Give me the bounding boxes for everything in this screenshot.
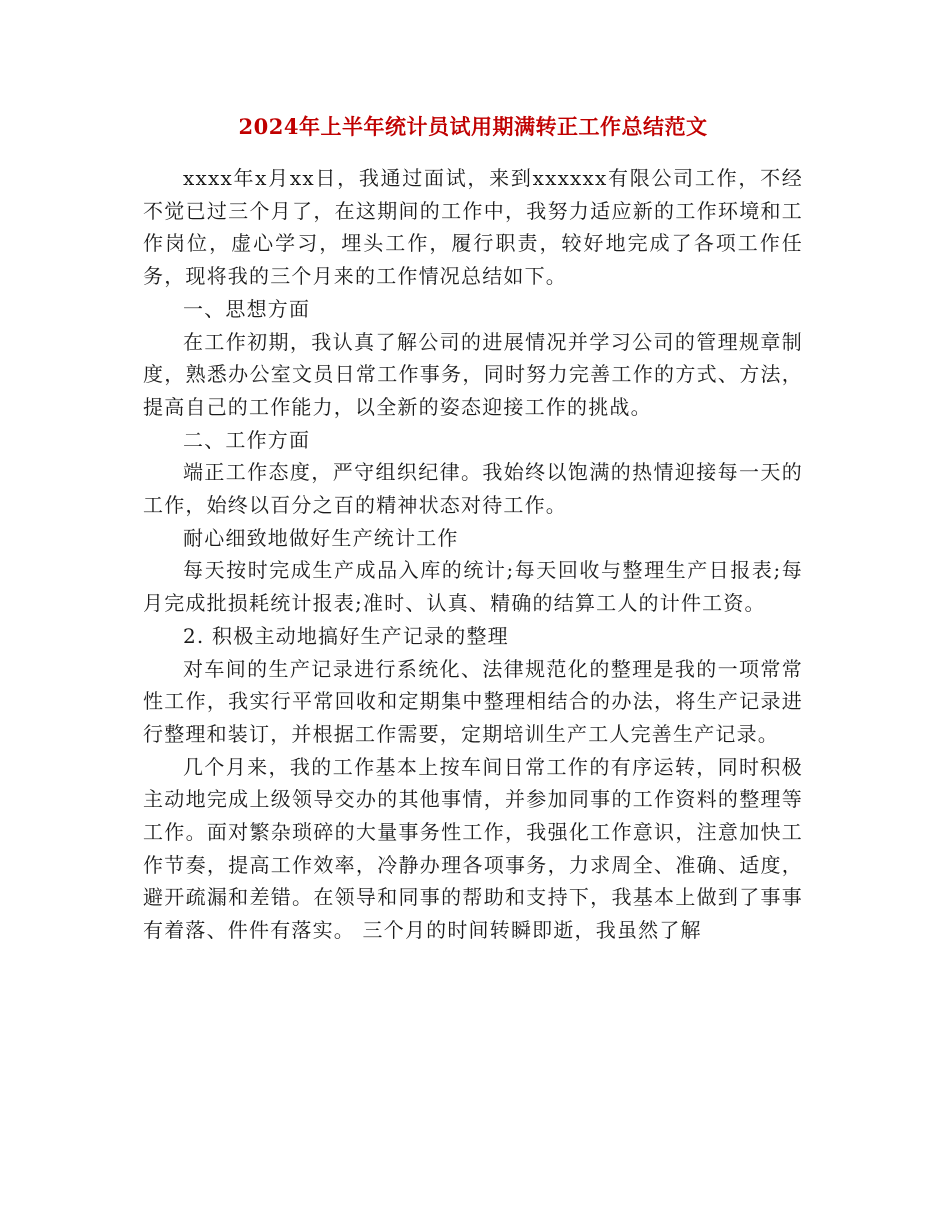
document-page [143,112,803,947]
paragraph-thought: 在工作初期，我认真了解公司的进展情况并学习公司的管理规章制度，熟悉办公室文员日常工作事务，同时努力完善工作的方式、方法，提高自己的工作能力，以全新的姿态迎接工作的挑战。 [143,329,803,419]
paragraph-statistics: 每天按时完成生产成品入库的统计;每天回收与整理生产日报表;每月完成批损耗统计报表;准时、认真、精确的结算工人的计件工资。 [143,558,803,616]
paragraph-records: 对车间的生产记录进行系统化、法律规范化的整理是我的一项常常性工作，我实行平常回收和定期集中整理相结合的办法，将生产记录进行整理和装订，并根据工作需要，定期培训生产工人完善生产记录。 [143,656,803,746]
section-heading-thought: 一、思想方面 [183,296,311,321]
document-title: 2024年上半年统计员试用期满转正工作总结范文 [238,114,708,139]
section-heading-work: 二、工作方面 [183,427,311,452]
paragraph-summary: 几个月来，我的工作基本上按车间日常工作的有序运转，同时积极主动地完成上级领导交办的其他事情，并参加同事的工作资料的整理等工作。面对繁杂琐碎的大量事务性工作，我强化工作意识，注意加快工作节奏，提高工作效率，冷静办理各项事务，力求周全、准确、适度，避开疏漏和差错。在领导和同事的帮助和支持下，我基本上做到了事事有着落、件件有落实。 三个月的时间转瞬即逝，我虽然了解 [143,754,803,943]
paragraph-intro: xxxx年x月xx日，我通过面试，来到xxxxxx有限公司工作，不经不觉已过三个月了，在这期间的工作中，我努力适应新的工作环境和工作岗位，虚心学习，埋头工作，履行职责，较好地完成了各项工作任务，现将我的三个月来的工作情况总结如下。 [143,166,803,289]
paragraph-attitude: 端正工作态度，严守组织纪律。我始终以饱满的热情迎接每一天的工作，始终以百分之百的精神状态对待工作。 [143,460,803,518]
subheading-records: 2. 积极主动地搞好生产记录的整理 [183,623,509,648]
subheading-statistics: 耐心细致地做好生产统计工作 [183,525,459,550]
